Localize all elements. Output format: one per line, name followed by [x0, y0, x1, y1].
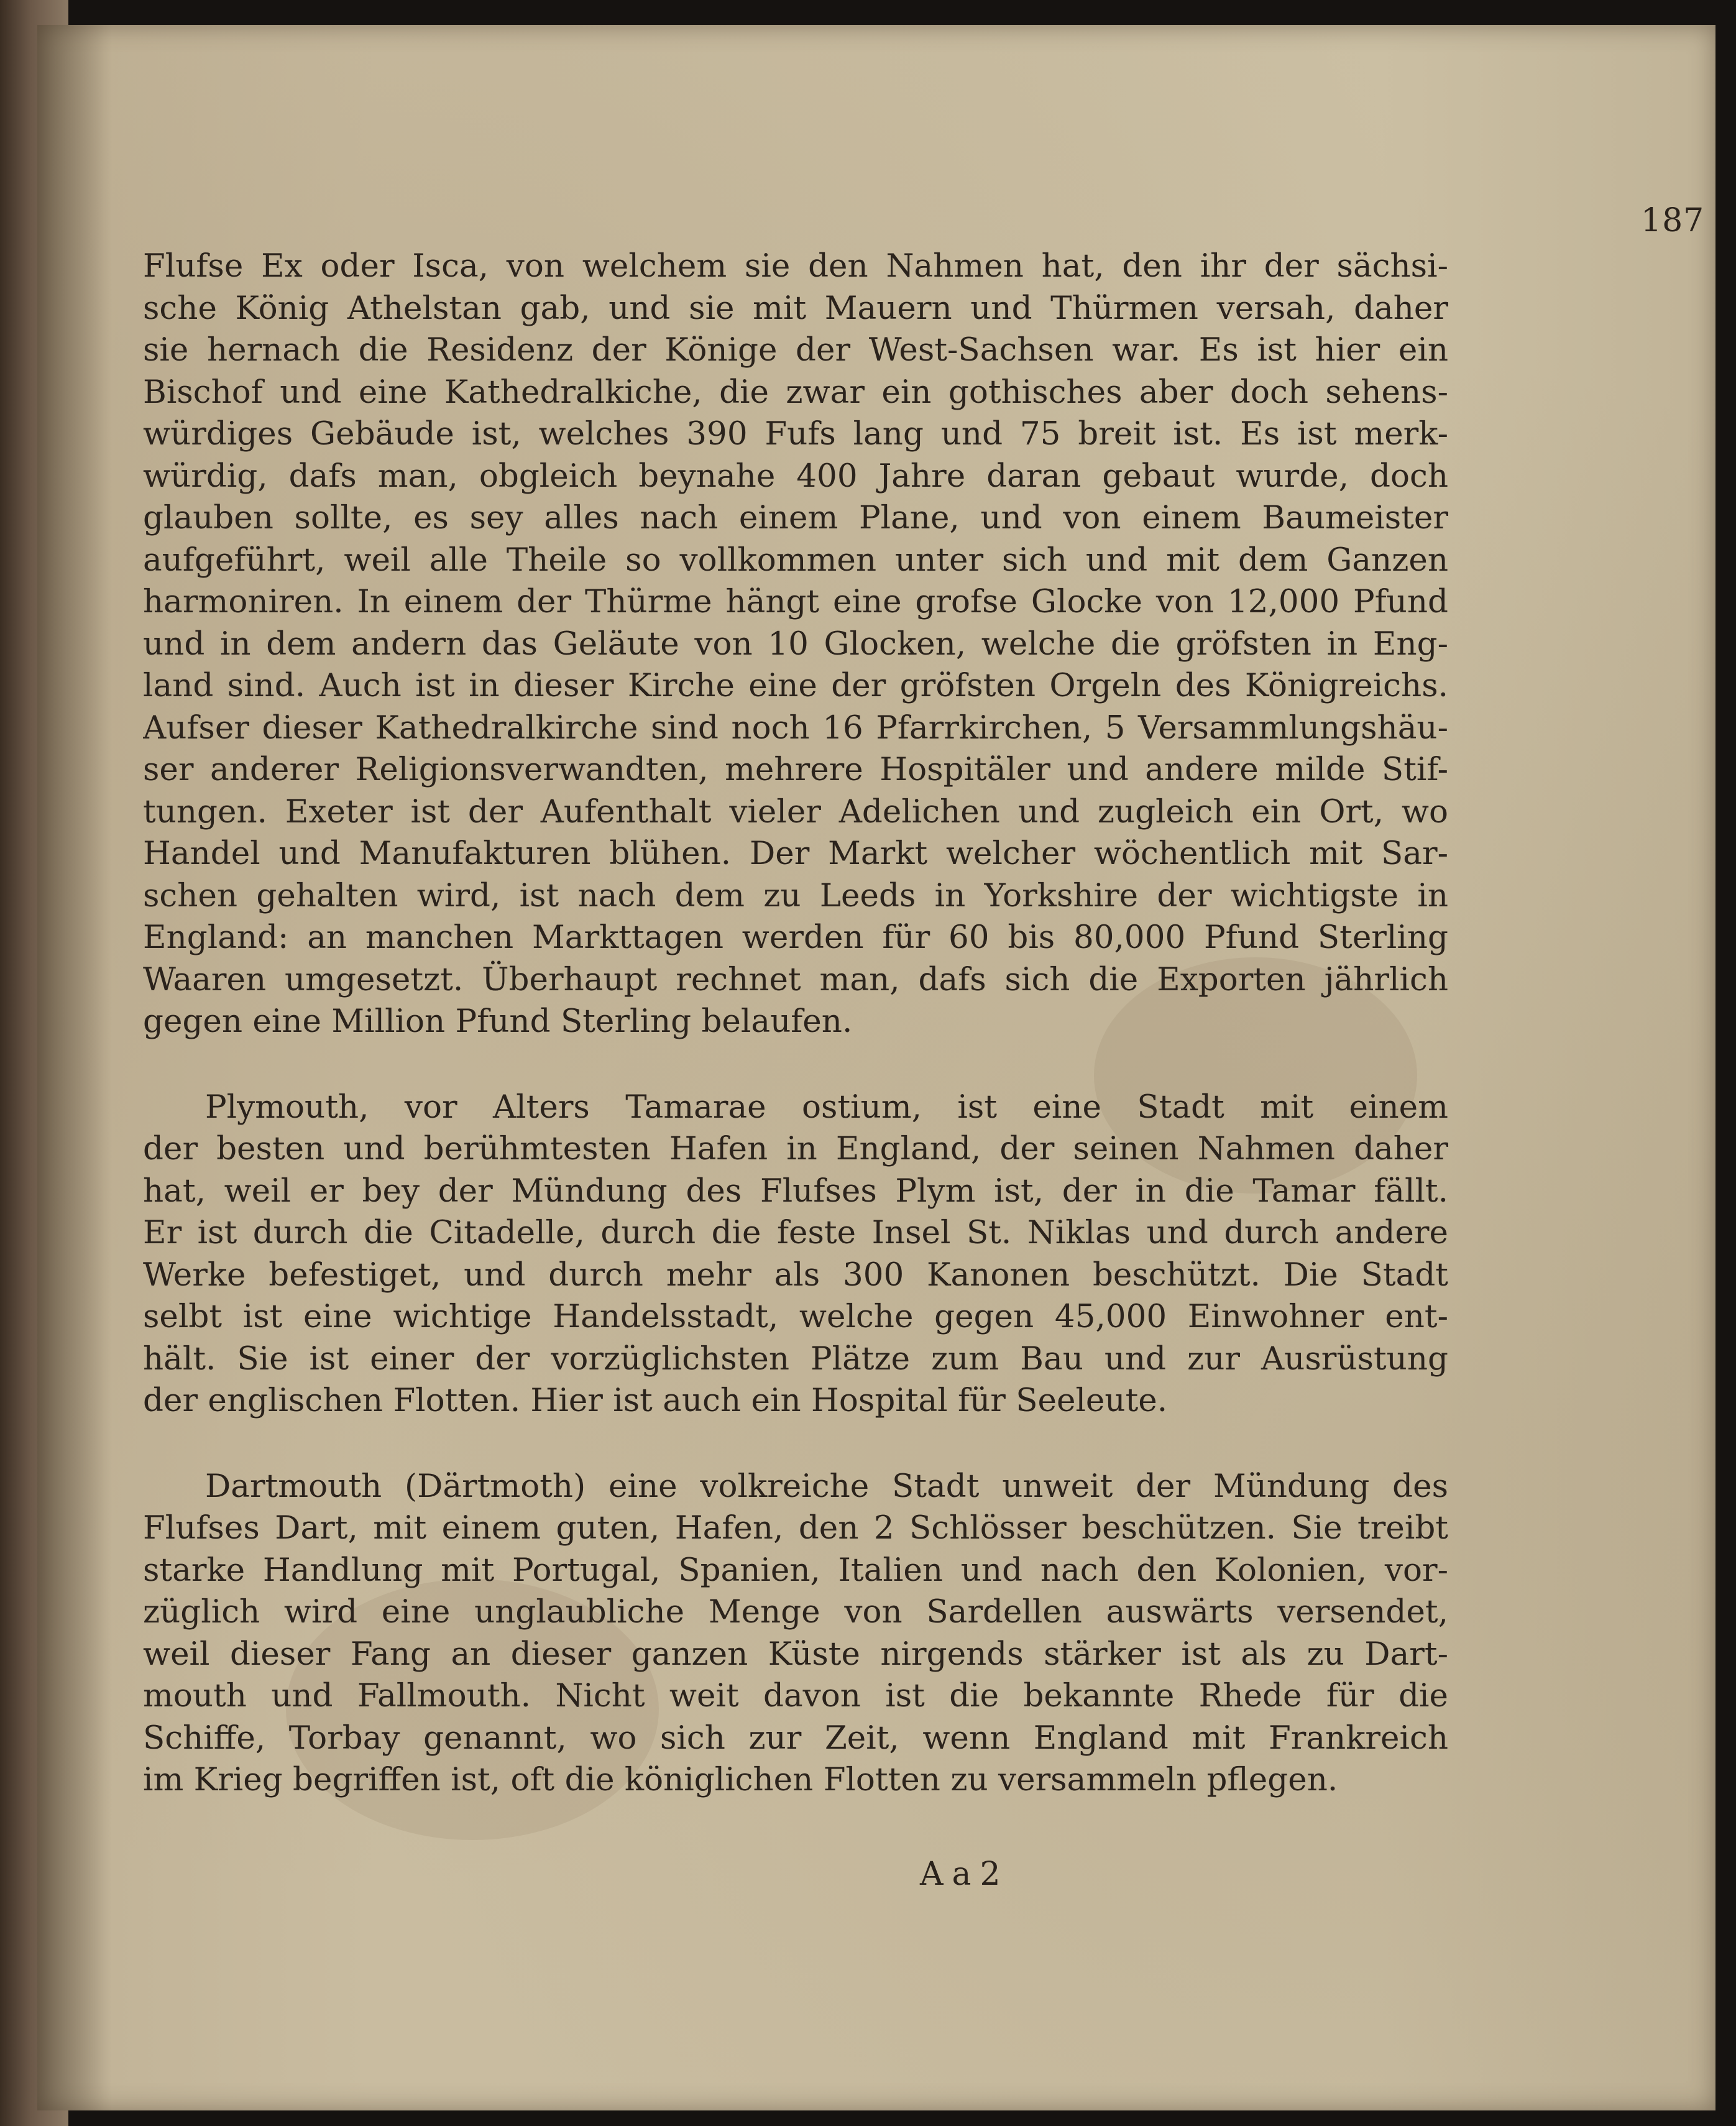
text-line: würdiges Gebäude ist, welches 390 Fufs lang und 75 breit ist. Es ist merk-: [143, 415, 1448, 453]
text-line: gegen eine Million Pfund Sterling belaufen.: [143, 1003, 853, 1040]
text-line: sie hernach die Residenz der Könige der West-Sachsen war. Es ist hier ein: [143, 331, 1448, 369]
paragraph-exeter: [143, 246, 1448, 1043]
gutter-shadow: [37, 25, 112, 2110]
paragraph-gap: [143, 1422, 1448, 1466]
text-line: würdig, dafs man, obgleich beynahe 400 Jahre daran gebaut wurde, doch: [143, 457, 1448, 495]
text-line: glauben sollte, es sey alles nach einem Plane, und von einem Baumeister: [143, 499, 1448, 536]
text-line: tungen. Exeter ist der Aufenthalt vieler Adelichen und zugleich ein Ort, wo: [143, 793, 1448, 831]
text-line: Plymouth, vor Alters Tamarae ostium, ist eine Stadt mit einem: [205, 1088, 1448, 1126]
text-line: Werke befestiget, und durch mehr als 300 Kanonen beschützt. Die Stadt: [143, 1256, 1448, 1294]
text-line: Waaren umgesetzt. Überhaupt rechnet man, dafs sich die Exporten jährlich: [143, 960, 1448, 998]
text-line: ser anderer Religionsverwandten, mehrere Hospitäler und andere milde Stif-: [143, 751, 1448, 788]
text-line: Er ist durch die Citadelle, durch die feste Insel St. Niklas und durch andere: [143, 1214, 1448, 1251]
text-line: hält. Sie ist einer der vorzüglichsten Plätze zum Bau und zur Ausrüstung: [143, 1340, 1448, 1378]
text-line: Flufses Dart, mit einem guten, Hafen, den 2 Schlösser beschützen. Sie treibt: [143, 1509, 1448, 1547]
text-line: Handel und Manufakturen blühen. Der Markt welcher wöchentlich mit Sar-: [143, 835, 1448, 872]
text-line: Bischof und eine Kathedralkiche, die zwar ein gothisches aber doch sehens-: [143, 373, 1448, 411]
text-line: Schiffe, Torbay genannt, wo sich zur Zeit, wenn England mit Frankreich: [143, 1719, 1448, 1757]
text-line: im Krieg begriffen ist, oft die königlichen Flotten zu versammeln pflegen.: [143, 1761, 1338, 1798]
body-text: [143, 246, 1448, 1802]
text-line: selbt ist eine wichtige Handelsstadt, welche gegen 45,000 Einwohner ent-: [143, 1298, 1448, 1335]
text-line: Aufser dieser Kathedralkirche sind noch 16 Pfarrkirchen, 5 Versammlungshäu-: [143, 709, 1448, 747]
paragraph-gap: [143, 1043, 1448, 1087]
page-number: 187: [1641, 202, 1705, 239]
paragraph-plymouth: [143, 1087, 1448, 1422]
text-line: der besten und berühmtesten Hafen in England, der seinen Nahmen daher: [143, 1130, 1448, 1167]
text-line: Flufse Ex oder Isca, von welchem sie den Nahmen hat, den ihr der sächsi-: [143, 247, 1448, 285]
text-line: züglich wird eine unglaubliche Menge von Sardellen auswärts versendet,: [143, 1593, 1448, 1631]
text-line: England: an manchen Markttagen werden für 60 bis 80,000 Pfund Sterling: [143, 919, 1448, 956]
signature-mark: Aa2: [920, 1856, 1009, 1893]
text-line: sche König Athelstan gab, und sie mit Mauern und Thürmen versah, daher: [143, 289, 1448, 327]
text-line: land sind. Auch ist in dieser Kirche eine der gröfsten Orgeln des Königreichs.: [143, 667, 1448, 704]
text-line: und in dem andern das Geläute von 10 Glocken, welche die gröfsten in Eng-: [143, 625, 1448, 663]
text-line: schen gehalten wird, ist nach dem zu Leeds in Yorkshire der wichtigste in: [143, 877, 1448, 914]
text-line: starke Handlung mit Portugal, Spanien, Italien und nach den Kolonien, vor-: [143, 1551, 1448, 1589]
text-line: mouth und Fallmouth. Nicht weit davon ist die bekannte Rhede für die: [143, 1677, 1448, 1714]
text-line: harmoniren. In einem der Thürme hängt eine grofse Glocke von 12,000 Pfund: [143, 583, 1448, 620]
text-line: Dartmouth (Därtmoth) eine volkreiche Stadt unweit der Mündung des: [205, 1467, 1448, 1505]
text-line: weil dieser Fang an dieser ganzen Küste nirgends stärker ist als zu Dart-: [143, 1635, 1448, 1673]
text-line: aufgeführt, weil alle Theile so vollkommen unter sich und mit dem Ganzen: [143, 541, 1448, 579]
text-line: hat, weil er bey der Mündung des Flufses Plym ist, der in die Tamar fällt.: [143, 1172, 1448, 1210]
paragraph-dartmouth: [143, 1466, 1448, 1802]
book-page: [37, 25, 1715, 2110]
text-line: der englischen Flotten. Hier ist auch ein Hospital für Seeleute.: [143, 1382, 1168, 1419]
